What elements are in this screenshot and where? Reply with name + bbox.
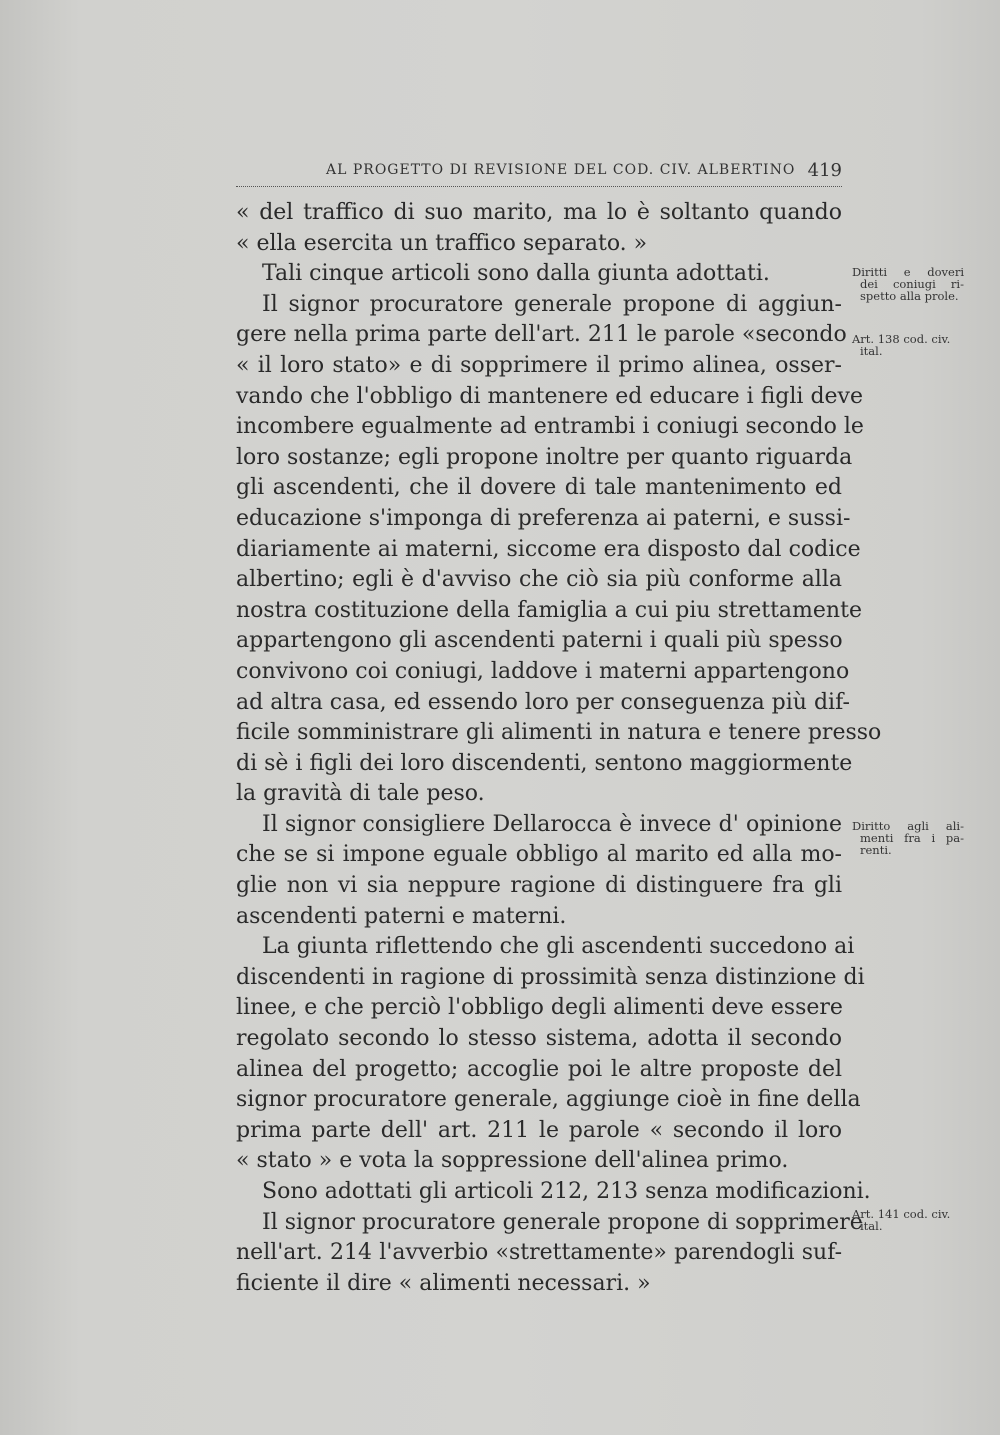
text-line: incombere egualmente ad entrambi i coniugi secondo le [236,414,864,440]
margin-note-line: Diritti e doveri [852,265,964,279]
text-line: discendenti in ragione di prossimità senza distinzione di [236,964,865,990]
text-line: ad altra casa, ed essendo loro per conseguenza più dif- [236,689,850,715]
text-line: la gravità di tale peso. [236,781,485,807]
text-line: gli ascendenti, che il dovere di tale mantenimento ed [236,475,842,501]
margin-note-art-141 [852,1208,964,1232]
text-line: gere nella prima parte dell'art. 211 le parole «secondo [236,322,847,348]
margin-note-line: ital. [860,1219,883,1233]
margin-note-line: Diritto agli ali- [852,819,964,833]
running-header [236,160,842,184]
text-line: Tali cinque articoli sono dalla giunta adottati. [262,261,770,287]
text-line: albertino; egli è d'avviso che ciò sia più conforme alla [236,567,842,593]
text-line: signor procuratore generale, aggiunge cioè in fine della [236,1087,861,1113]
text-line: regolato secondo lo stesso sistema, adotta il secondo [236,1026,842,1052]
text-line: diariamente ai materni, siccome era disposto dal codice [236,536,861,562]
text-line: « il loro stato» e di sopprimere il primo alinea, osser- [236,352,842,378]
text-line: ficile somministrare gli alimenti in natura e tenere presso [236,720,882,746]
text-line: « del traffico di suo marito, ma lo è soltanto quando [236,200,842,225]
text-line: vando che l'obbligo di mantenere ed educare i figli deve [236,383,863,409]
text-line: glie non vi sia neppure ragione di distinguere fra gli [236,873,842,899]
text-line: Il signor procuratore generale propone di sopprimere [262,1209,863,1235]
text-line: loro sostanze; egli propone inoltre per quanto riguarda [236,444,853,470]
text-line: Sono adottati gli articoli 212, 213 senza modificazioni. [262,1179,871,1204]
margin-note-art-138 [852,333,964,357]
margin-note-line: Art. 141 cod. civ. [852,1207,951,1221]
text-line: La giunta riflettendo che gli ascendenti succedono ai [262,934,855,960]
text-line: educazione s'imponga di preferenza ai paterni, e sussi- [236,505,851,531]
margin-note-line: ital. [860,344,883,358]
text-line: Il signor procuratore generale propone di aggiun- [262,291,842,317]
header-rule [236,186,842,187]
margin-note-diritti-doveri [852,266,964,302]
text-line: Il signor consigliere Dellarocca è invece d' opinione [262,811,842,837]
margin-note-line: dei coniugi ri- [860,277,964,291]
text-line: che se si impone eguale obbligo al marito ed alla mo- [236,842,842,868]
margin-note-line: menti fra i pa- [860,831,964,845]
margin-note-line: spetto alla prole. [860,289,959,303]
text-line: nell'art. 214 l'avverbio «strettamente» parendogli suf- [236,1240,842,1266]
text-line: di sè i figli dei loro discendenti, sentono maggiormente [236,750,853,776]
text-line: prima parte dell' art. 211 le parole « secondo il loro [236,1117,842,1143]
margin-note-line: Art. 138 cod. civ. [852,332,951,346]
margin-note-line: renti. [860,843,892,857]
text-line: ficiente il dire « alimenti necessari. » [236,1270,651,1296]
text-line: ascendenti paterni e materni. [236,903,567,929]
text-line: convivono coi coniugi, laddove i materni appartengono [236,658,850,684]
text-line: alinea del progetto; accoglie poi le altre proposte del [236,1056,842,1082]
text-line: linee, e che perciò l'obbligo degli alimenti deve essere [236,995,843,1021]
text-line: « stato » e vota la soppressione dell'alinea primo. [236,1148,789,1174]
margin-note-diritto-alimenti [852,820,964,856]
text-line: « ella esercita un traffico separato. » [236,230,648,256]
running-title: AL PROGETTO DI REVISIONE DEL COD. CIV. ALBERTINO [326,162,796,178]
text-line: nostra costituzione della famiglia a cui piu strettamente [236,597,862,623]
page-number: 419 [807,160,842,181]
text-line: appartengono gli ascendenti paterni i quali più spesso [236,628,843,654]
